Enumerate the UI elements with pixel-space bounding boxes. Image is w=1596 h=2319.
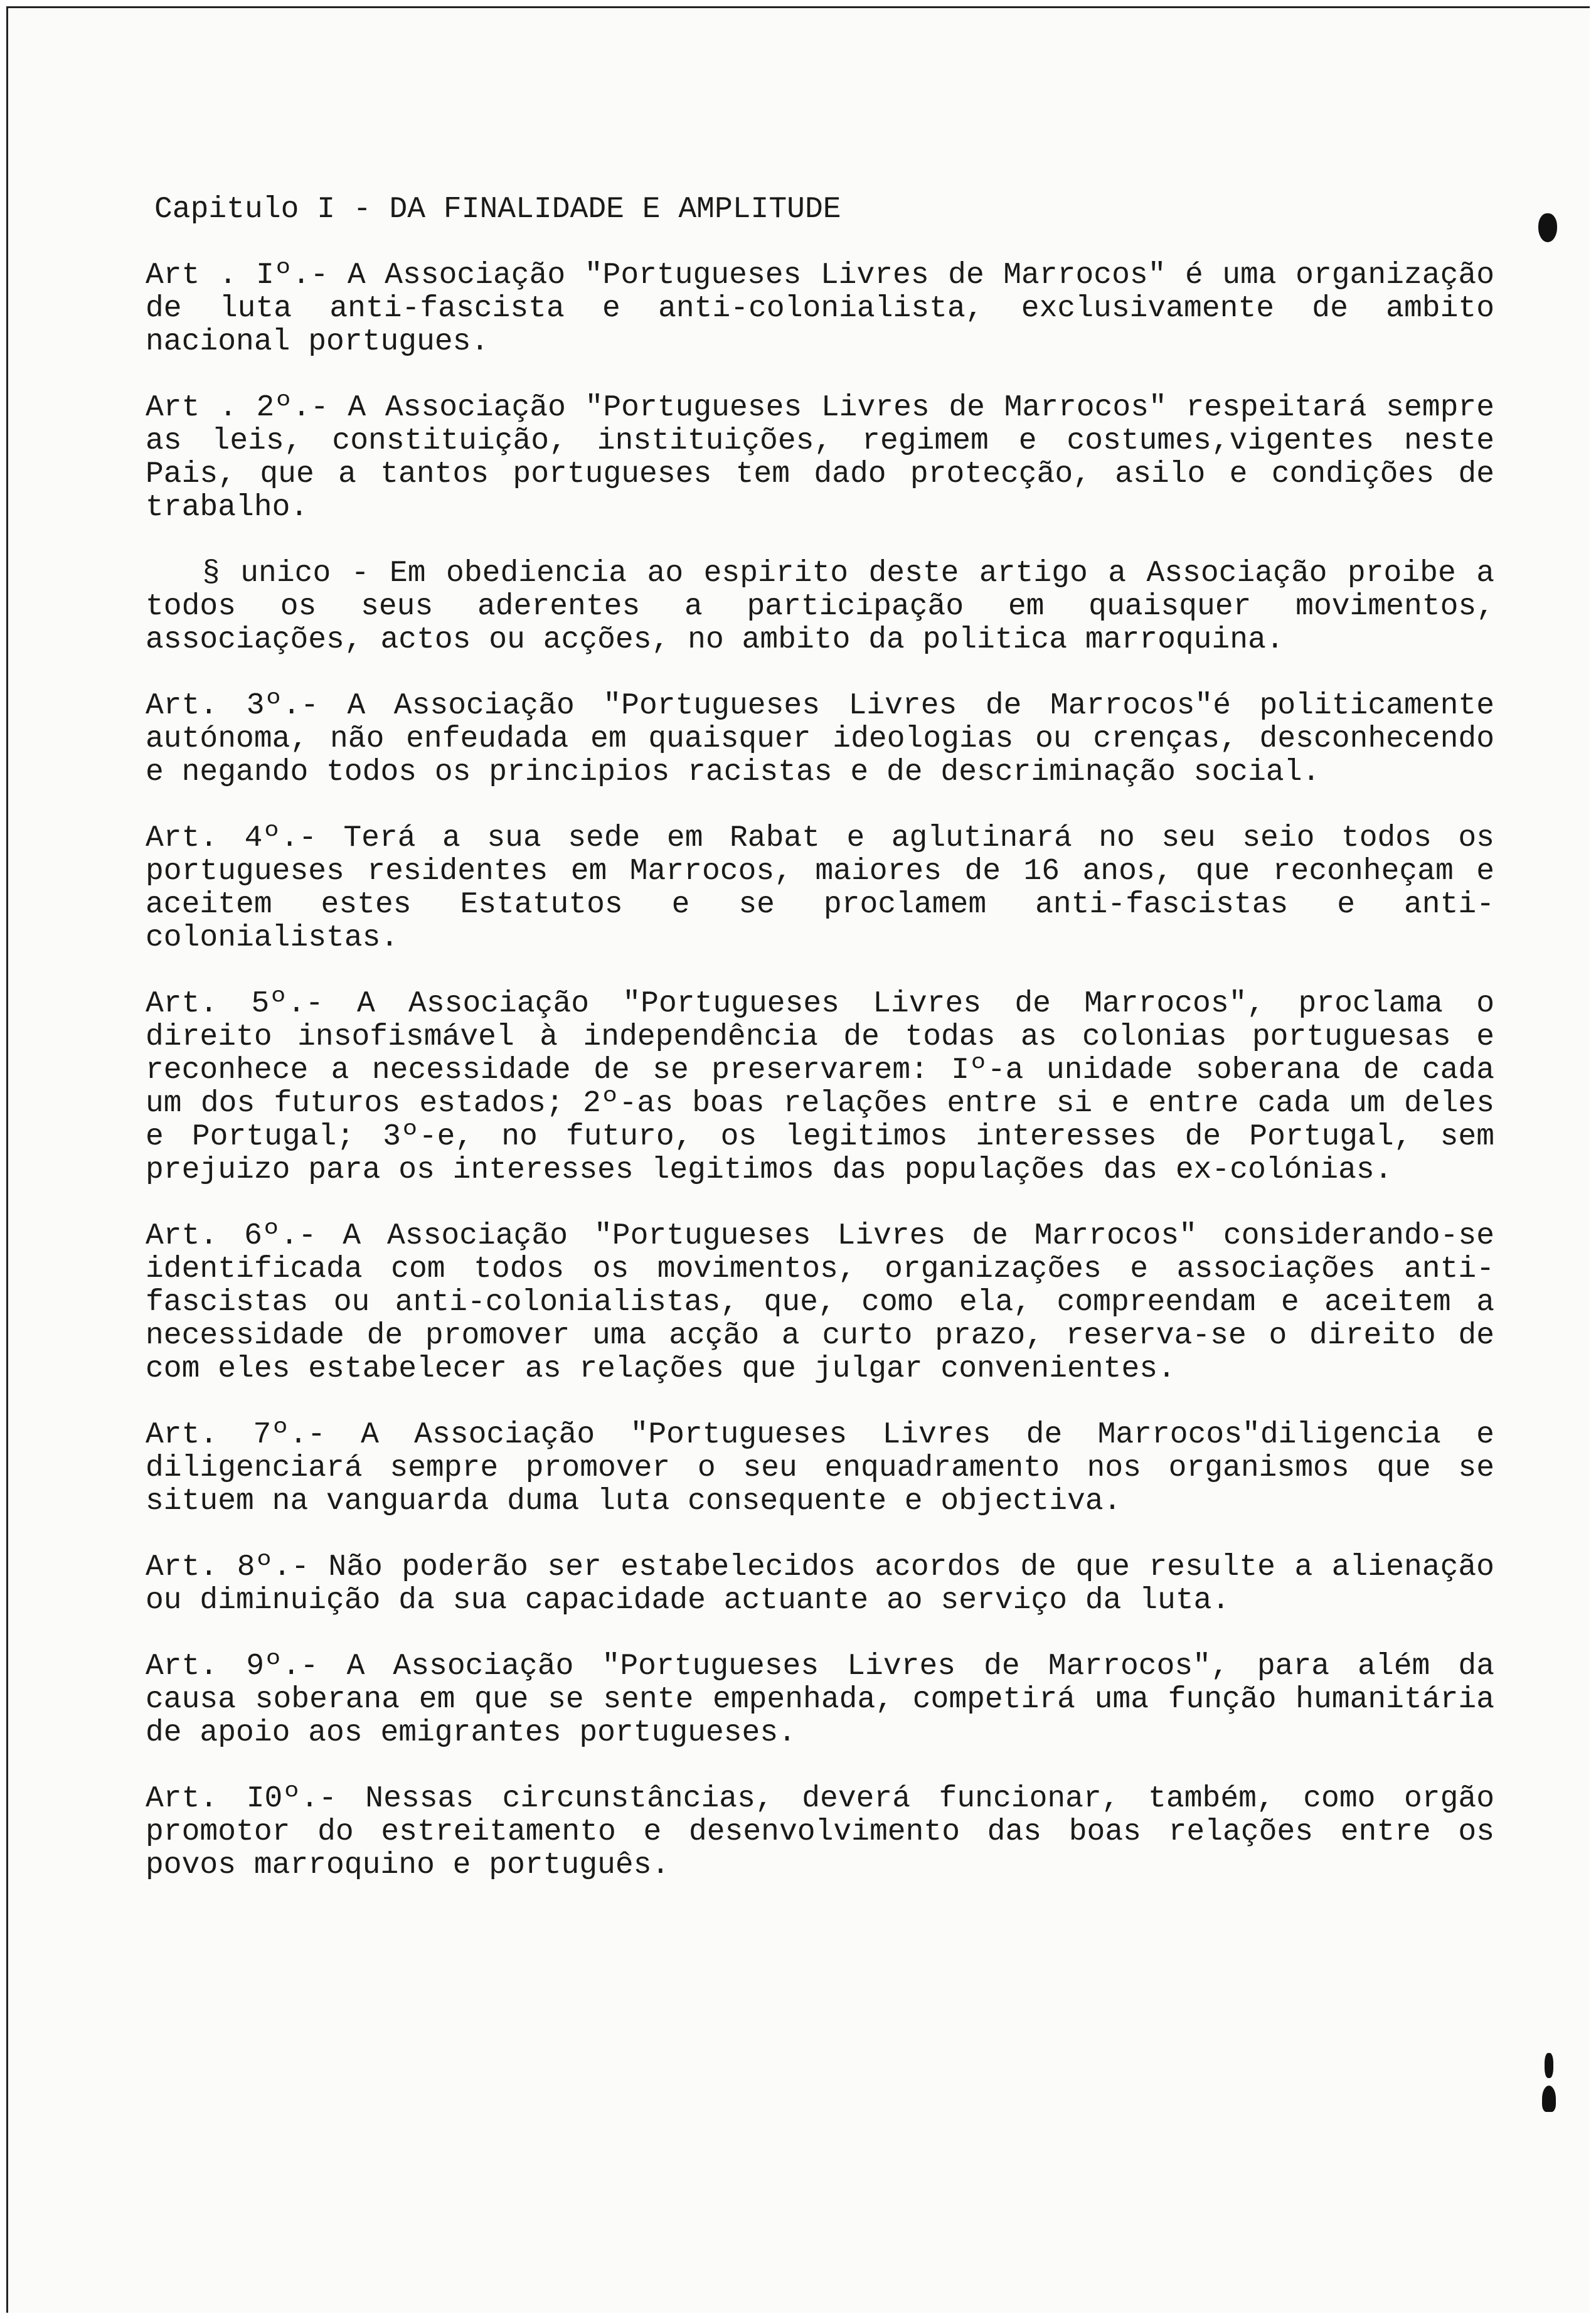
article-2-sole-paragraph [146,557,1494,657]
article-label: Art. 5º.- [146,987,324,1021]
article-label: Art. 8º.- [146,1550,309,1584]
article-9 [146,1650,1494,1750]
article-text: Em obediencia ao espirito deste artigo a Associação proibe a todos os seus aderentes a participação em quaisquer movimentos, associações, actos ou acções, no ambito da politica marroquina. [146,557,1495,657]
article-1 [146,259,1494,359]
article-text: A Associação "Portugueses Livres de Marrocos", proclama o direito insofismável à independência de todas as colonias portuguesas e reconhece a necessidade de se preservarem: Iº-a unidade soberana de cada um dos futuros estados; 2º-as boas relações entre si e entre cada um deles e Portugal; 3º-e, no futuro, os legitimos interesses de Portugal, sem prejuizo para os interesses legitimos das populações das ex-colónias. [146,987,1494,1187]
article-text: A Associação "Portugueses Livres de Marrocos"é politicamente autónoma, não enfeudada em quaisquer ideologias ou crenças, desconhecendo e negando todos os principios racistas e de descriminação social. [146,689,1494,789]
article-text: Não poderão ser estabelecidos acordos de que resulte a alienação ou diminuição da sua capacidade actuante ao serviço da luta. [146,1550,1494,1618]
article-text: A Associação "Portugueses Livres de Marrocos" respeitará sempre as leis, constituição, instituições, regimem e costumes,vigentes neste Pais, que a tantos portugueses tem dado protecção, asilo e condições de trabalho. [146,391,1494,525]
article-text: Terá a sua sede em Rabat e aglutinará no seu seio todos os portugueses residentes em Marrocos, maiores de 16 anos, que reconheçam e aceitem estes Estatutos e se proclamem anti-fascistas e anti-colonialistas. [146,821,1494,955]
article-4 [146,822,1494,955]
article-text: A Associação "Portugueses Livres de Marrocos", para além da causa soberana em que se sente empenhada, competirá uma função humanitária de apoio aos emigrantes portugueses. [146,1650,1495,1750]
article-text: A Associação "Portugueses Livres de Marrocos" considerando-se identificada com todos os movimentos, organizações e associações anti-fascistas ou anti-colonialistas, que, como ela, compreendam e aceitem a necessidade de promover uma acção a curto prazo, reserva-se o direito de com eles estabelecer as relações que julgar convenientes. [146,1219,1494,1386]
article-2 [146,392,1494,525]
article-label: Art. 4º.- [146,821,317,855]
article-10 [146,1783,1494,1882]
article-label: § unico - [202,557,370,590]
article-text: Nessas circunstâncias, deverá funcionar, também, como orgão promotor do estreitamento e desenvolvimento das boas relações entre os povos marroquino e português. [146,1782,1494,1882]
article-label: Art . 2º.- [146,391,329,425]
punch-mark-bottom-lower [1542,2086,1556,2112]
document-body [146,193,1494,1915]
article-label: Art. 7º.- [146,1418,326,1452]
article-text: A Associação "Portugueses Livres de Marrocos" é uma organização de luta anti-fascista e anti-colonialista, exclusivamente de ambito nacional portugues. [146,259,1494,359]
article-7 [146,1419,1494,1518]
article-label: Art. 9º.- [146,1650,319,1683]
article-6 [146,1220,1494,1386]
chapter-heading: Capitulo I - DA FINALIDADE E AMPLITUDE [154,193,841,227]
article-3 [146,690,1494,789]
article-8 [146,1551,1494,1618]
article-label: Art. I0º.- [146,1782,337,1816]
article-text: A Associação "Portugueses Livres de Marrocos"diligencia e diligenciará sempre promover o seu enquadramento nos organismos que se situem na vanguarda duma luta consequente e objectiva. [146,1418,1494,1518]
punch-mark-bottom-upper [1545,2053,1553,2078]
article-label: Art. 6º.- [146,1219,317,1253]
article-5 [146,988,1494,1187]
punch-mark-top [1538,213,1557,242]
article-label: Art. 3º.- [146,689,319,723]
article-label: Art . Iº.- [146,259,329,292]
